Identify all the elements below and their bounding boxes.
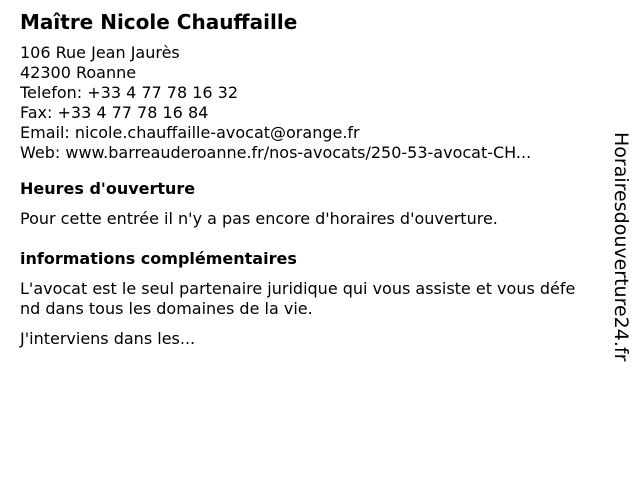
email-line: Email: nicole.chauffaille-avocat@orange.fr: [20, 123, 360, 142]
additional-info-more: J'interviens dans les...: [20, 329, 196, 348]
site-watermark: Horairesdouverture24.fr: [610, 132, 632, 362]
business-name: Maître Nicole Chauffaille: [20, 10, 298, 34]
phone-line: Telefon: +33 4 77 78 16 32: [20, 83, 239, 102]
address-street: 106 Rue Jean Jaurès: [20, 43, 180, 62]
address-postal-city: 42300 Roanne: [20, 63, 137, 82]
opening-hours-text: Pour cette entrée il n'y a pas encore d'horaires d'ouverture.: [20, 209, 498, 228]
additional-info-heading: informations complémentaires: [20, 249, 297, 268]
additional-info-description: L'avocat est le seul partenaire juridique qui vous assiste et vous défend dans tous les domaines de la vie.: [20, 279, 576, 318]
fax-line: Fax: +33 4 77 78 16 84: [20, 103, 209, 122]
opening-hours-heading: Heures d'ouverture: [20, 179, 196, 198]
web-line: Web: www.barreauderoanne.fr/nos-avocats/250-53-avocat-CH...: [20, 143, 532, 162]
business-card: [20, 10, 595, 349]
